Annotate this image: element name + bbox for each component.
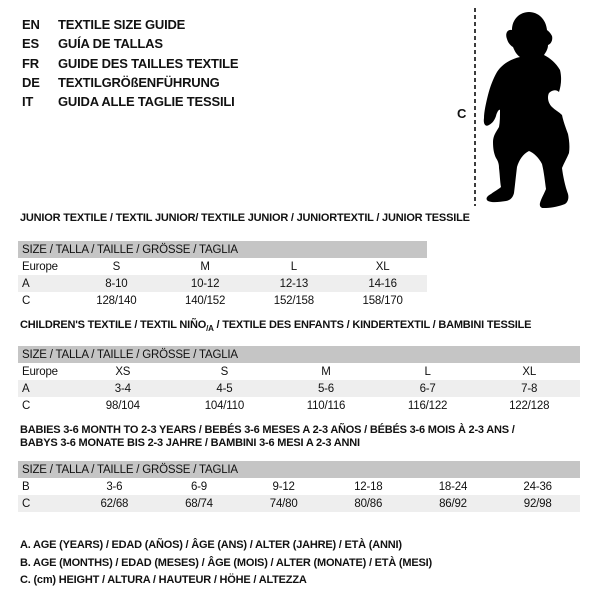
size-cell: L (290, 260, 297, 273)
note-age-years: A. AGE (YEARS) / EDAD (AÑOS) / ÂGE (ANS) / ALTER (JAHRE) / ETÀ (ANNI) (20, 539, 402, 551)
lang-code: IT (22, 94, 34, 110)
junior-table-title: JUNIOR TEXTILE / TEXTIL JUNIOR/ TEXTILE JUNIOR / JUNIORTEXTIL / JUNIOR TESSILE (20, 212, 470, 224)
size-cell: M (321, 365, 331, 378)
babies-size-table (18, 478, 580, 512)
size-cell: 92/98 (523, 497, 552, 510)
size-cell: 12-18 (354, 480, 383, 493)
row-label-cell: A (22, 382, 30, 395)
children-table (18, 346, 580, 414)
row-label-cell: C (22, 497, 31, 510)
lang-row-en (22, 15, 238, 34)
size-cell: XL (375, 260, 390, 273)
children-table-title (20, 319, 531, 333)
lang-title: GUIDA ALLE TAGLIE TESSILI (58, 94, 235, 110)
size-cell: 7-8 (521, 382, 538, 395)
row-label-cell: B (22, 480, 30, 493)
children-title-suffix: / TEXTILE DES ENFANTS / KINDERTEXTIL / BAMBINI TESSILE (213, 319, 532, 331)
lang-row-de (22, 73, 238, 92)
size-cell: L (424, 365, 431, 378)
size-cell: 24-36 (523, 480, 552, 493)
lang-code: FR (22, 55, 39, 71)
size-cell: 6-7 (419, 382, 436, 395)
size-cell: S (220, 365, 229, 378)
size-cell: M (200, 260, 210, 273)
children-title-subscript: /A (206, 324, 214, 334)
table-row-height (18, 292, 427, 309)
table-row-height (18, 397, 580, 414)
junior-size-table (18, 258, 427, 309)
row-label-cell: C (22, 399, 31, 412)
size-cell: 140/152 (185, 294, 226, 307)
size-cell: 3-6 (106, 480, 123, 493)
lang-title: GUÍA DE TALLAS (58, 36, 163, 52)
row-label-cell: Europe (22, 365, 58, 378)
size-cell: 62/68 (100, 497, 129, 510)
size-cell: 74/80 (269, 497, 298, 510)
lang-title: GUIDE DES TAILLES TEXTILE (58, 55, 239, 71)
size-cell: 86/92 (439, 497, 467, 510)
lang-code: ES (22, 36, 39, 52)
size-header-bar: SIZE / TALLA / TAILLE / GRÖSSE / TAGLIA (18, 461, 580, 478)
table-row-age (18, 275, 427, 292)
size-cell: 4-5 (216, 382, 233, 395)
babies-table-title (20, 424, 515, 450)
babies-table (18, 461, 580, 512)
size-header-bar: SIZE / TALLA / TAILLE / GRÖSSE / TAGLIA (18, 241, 427, 258)
lang-row-es (22, 34, 238, 53)
size-cell: 158/170 (362, 294, 403, 307)
size-cell: XL (522, 365, 537, 378)
lang-code: EN (22, 17, 40, 32)
note-height-cm: C. (cm) HEIGHT / ALTURA / HAUTEUR / HÖHE / ALTEZZA (20, 574, 307, 586)
size-cell: 116/122 (407, 399, 448, 412)
table-row-europe (18, 258, 427, 275)
size-cell: 98/104 (105, 399, 140, 412)
size-cell: 80/86 (354, 497, 383, 510)
size-cell: S (112, 260, 121, 273)
lang-row-it (22, 92, 238, 111)
size-cell: XS (115, 365, 131, 378)
lang-title: TEXTILE SIZE GUIDE (58, 17, 186, 32)
lang-title: TEXTILGRÖßENFÜHRUNG (58, 74, 220, 90)
toddler-silhouette-icon (482, 6, 594, 208)
lang-code: DE (22, 74, 40, 90)
size-cell: 8-10 (105, 277, 128, 290)
row-label-cell: Europe (22, 260, 58, 273)
size-cell: 110/116 (306, 399, 346, 412)
height-measure-label: C (457, 106, 467, 121)
table-row-age-months (18, 478, 580, 495)
size-cell: 18-24 (438, 480, 468, 493)
table-row-age (18, 380, 580, 397)
size-cell: 152/158 (273, 294, 314, 307)
babies-title-line1: BABIES 3-6 MONTH TO 2-3 YEARS / BEBÉS 3-6 MESES A 2-3 AÑOS / BÉBÉS 3-6 MOIS À 2-3 ANS / (20, 424, 515, 436)
size-cell: 128/140 (96, 294, 137, 307)
size-cell: 10-12 (190, 277, 220, 290)
row-label-cell: A (22, 277, 30, 290)
size-cell: 3-4 (114, 382, 131, 395)
height-measure-dashed-line (474, 8, 476, 206)
size-cell: 12-13 (279, 277, 309, 290)
legend-notes (20, 537, 432, 590)
junior-table (18, 241, 427, 309)
language-title-list (22, 15, 238, 111)
table-row-height (18, 495, 580, 512)
babies-title-line2: BABYS 3-6 MONATE BIS 2-3 JAHRE / BAMBINI 3-6 MESI A 2-3 ANNI (20, 437, 360, 449)
size-cell: 122/128 (509, 399, 550, 412)
children-size-table (18, 363, 580, 414)
table-row-europe (18, 363, 580, 380)
size-header-bar: SIZE / TALLA / TAILLE / GRÖSSE / TAGLIA (18, 346, 580, 363)
note-age-months: B. AGE (MONTHS) / EDAD (MESES) / ÂGE (MOIS) / ALTER (MONATE) / ETÀ (MESI) (20, 556, 432, 569)
size-cell: 104/110 (204, 399, 245, 412)
size-cell: 68/74 (185, 497, 213, 510)
children-title-prefix: CHILDREN'S TEXTILE / TEXTIL NIÑO (20, 319, 207, 331)
size-cell: 9-12 (272, 480, 295, 493)
size-cell: 14-16 (368, 277, 397, 290)
size-cell: 5-6 (317, 382, 334, 395)
row-label-cell: C (22, 294, 31, 307)
lang-row-fr (22, 54, 238, 73)
size-cell: 6-9 (190, 480, 207, 493)
